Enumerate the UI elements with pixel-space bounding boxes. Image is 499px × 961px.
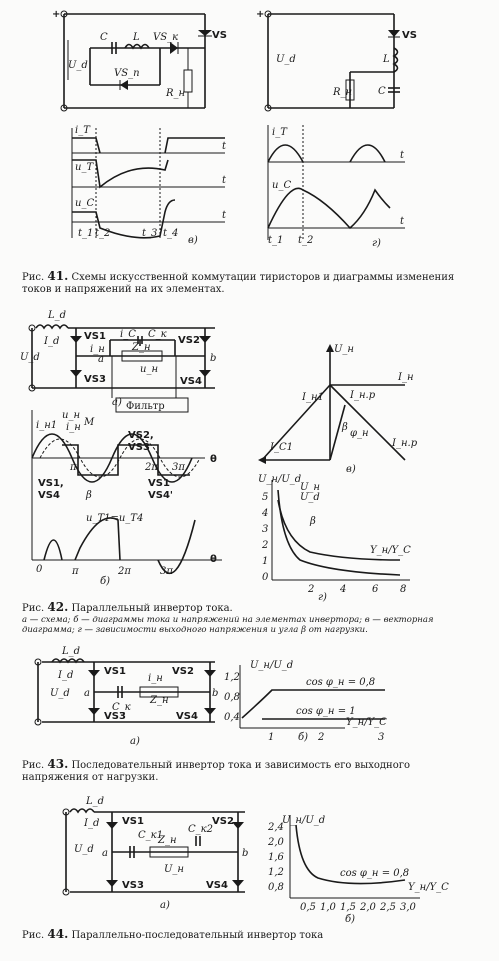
svg-text:U_d: U_d	[68, 60, 88, 71]
svg-text:cos φ_н = 0,8: cos φ_н = 0,8	[340, 868, 410, 879]
svg-text:R_н: R_н	[166, 88, 186, 99]
svg-text:Z_н: Z_н	[158, 835, 177, 846]
svg-text:VS2: VS2	[212, 816, 234, 827]
svg-text:VS4: VS4	[180, 376, 202, 387]
svg-text:Z_н: Z_н	[150, 695, 169, 706]
svg-text:π: π	[72, 566, 79, 577]
svg-text:C: C	[378, 86, 386, 97]
svg-text:β: β	[86, 490, 92, 501]
svg-text:1,2: 1,2	[268, 867, 284, 878]
svg-text:I_н.р: I_н.р	[350, 390, 376, 401]
caption-fig42-note: а — схема; б — диаграммы тока и напряжений на элементах инвертора; в — векторная диаграмма; г — зависимости выходного напряжения и угла β от нагрузки.	[22, 615, 434, 635]
svg-text:1,0: 1,0	[320, 902, 336, 913]
svg-text:U_d: U_d	[20, 352, 40, 363]
svg-text:C_к: C_к	[112, 702, 131, 713]
svg-text:5: 5	[262, 492, 269, 503]
svg-text:u_C: u_C	[272, 180, 292, 191]
svg-text:C_к1: C_к1	[138, 830, 163, 841]
svg-text:VS1: VS1	[122, 816, 144, 827]
svg-text:b: b	[212, 688, 219, 699]
svg-text:8: 8	[400, 584, 407, 595]
svg-text:i_C: i_C	[120, 329, 136, 340]
caption-fig44-text: Параллельно-последовательный инвертор тока	[68, 930, 324, 941]
svg-text:а): а)	[130, 736, 140, 747]
svg-text:I_н1: I_н1	[302, 392, 324, 403]
svg-text:1: 1	[262, 556, 269, 567]
svg-text:3,0: 3,0	[400, 902, 416, 913]
svg-text:VS1,: VS1,	[38, 478, 64, 489]
svg-text:1,6: 1,6	[268, 852, 284, 863]
svg-text:u_н: u_н	[140, 364, 159, 375]
svg-text:cos φ_н = 1: cos φ_н = 1	[296, 706, 356, 717]
svg-text:t_2: t_2	[95, 228, 111, 239]
svg-text:VS2,: VS2,	[128, 430, 154, 441]
svg-text:i_н: i_н	[66, 422, 81, 433]
svg-text:VS: VS	[402, 30, 417, 41]
svg-text:2π: 2π	[118, 566, 131, 577]
svg-text:VS_к: VS_к	[153, 32, 179, 43]
svg-text:б): б)	[100, 576, 111, 587]
fig43-graph-labels	[224, 660, 387, 743]
svg-text:t: t	[222, 175, 227, 186]
svg-text:L: L	[133, 32, 140, 43]
svg-text:θ: θ	[210, 554, 217, 565]
svg-text:г): г)	[318, 592, 327, 603]
svg-text:I_d: I_d	[44, 336, 60, 347]
svg-text:2: 2	[262, 540, 269, 551]
svg-text:L: L	[383, 54, 390, 65]
caption-fig43-number: 43.	[47, 757, 69, 771]
svg-text:U_d: U_d	[74, 844, 94, 855]
svg-text:β: β	[310, 516, 316, 527]
svg-text:в): в)	[346, 464, 356, 475]
fig44-graph	[290, 815, 420, 898]
svg-text:VS3: VS3	[128, 442, 150, 453]
svg-text:VS4: VS4	[38, 490, 60, 501]
svg-text:R_н: R_н	[333, 87, 353, 98]
svg-text:i_T: i_T	[272, 127, 287, 138]
svg-text:VS4: VS4	[206, 880, 228, 891]
svg-text:t_1: t_1	[268, 235, 284, 246]
fig42-graph-labels	[258, 474, 411, 603]
svg-text:VS3: VS3	[84, 374, 106, 385]
svg-text:3: 3	[378, 732, 385, 743]
svg-text:u_T1=u_T4: u_T1=u_T4	[86, 513, 144, 524]
fig44-scheme-labels	[74, 796, 248, 911]
svg-text:Y_н/Y_C: Y_н/Y_C	[370, 545, 411, 556]
svg-text:i_н: i_н	[148, 673, 163, 684]
svg-text:Y_н/Y_C: Y_н/Y_C	[346, 717, 387, 728]
svg-text:L_d: L_d	[86, 796, 105, 807]
svg-text:VS2: VS2	[178, 335, 200, 346]
svg-text:t: t	[400, 216, 405, 227]
svg-text:β: β	[342, 422, 348, 433]
svg-text:U_н: U_н	[164, 864, 185, 875]
svg-text:u_C: u_C	[75, 198, 95, 209]
svg-text:I_d: I_d	[84, 818, 100, 829]
svg-text:0,5: 0,5	[300, 902, 316, 913]
svg-text:M: M	[84, 417, 95, 428]
svg-text:a: a	[102, 848, 108, 859]
svg-text:π: π	[70, 462, 77, 473]
fig42-graph	[272, 480, 410, 580]
svg-text:t_2: t_2	[298, 235, 314, 246]
svg-text:Y_н/Y_C: Y_н/Y_C	[408, 882, 449, 893]
svg-text:1,2: 1,2	[224, 672, 240, 683]
svg-text:VS: VS	[212, 30, 227, 41]
svg-text:Z_н: Z_н	[132, 342, 151, 353]
svg-text:a: a	[98, 354, 104, 365]
svg-text:I_н: I_н	[398, 372, 414, 383]
caption-fig41-number: 41.	[47, 269, 69, 283]
svg-text:2,0: 2,0	[360, 902, 376, 913]
svg-text:t_1: t_1	[78, 228, 94, 239]
caption-fig42	[22, 601, 482, 635]
svg-text:+: +	[256, 9, 265, 20]
svg-text:4: 4	[262, 508, 269, 519]
caption-fig43	[22, 758, 462, 784]
svg-text:VS3: VS3	[122, 880, 144, 891]
svg-text:t: t	[400, 150, 405, 161]
svg-text:VS_п: VS_п	[114, 68, 140, 79]
svg-text:cos φ_н = 0,8: cos φ_н = 0,8	[306, 677, 376, 688]
svg-text:0: 0	[262, 572, 269, 583]
caption-fig42-prefix: Рис.	[22, 603, 45, 614]
svg-text:2: 2	[318, 732, 325, 743]
svg-text:+: +	[52, 9, 61, 20]
svg-text:t: t	[222, 210, 227, 221]
svg-text:3π: 3π	[160, 566, 173, 577]
svg-text:VS4: VS4	[176, 711, 198, 722]
svg-text:C_к2: C_к2	[188, 824, 213, 835]
svg-text:г): г)	[372, 238, 381, 249]
fig41-left-waves	[72, 128, 225, 240]
svg-text:θ: θ	[210, 454, 217, 465]
svg-text:Фильтр: Фильтр	[126, 401, 165, 412]
svg-text:b: b	[242, 848, 249, 859]
svg-text:2,4: 2,4	[268, 822, 284, 833]
svg-text:0,8: 0,8	[224, 692, 240, 703]
svg-text:VS3: VS3	[104, 711, 126, 722]
svg-text:0,4: 0,4	[224, 712, 240, 723]
svg-text:а): а)	[112, 397, 122, 408]
svg-text:C_к: C_к	[148, 329, 167, 340]
svg-text:1,5: 1,5	[340, 902, 356, 913]
svg-text:I_н.р: I_н.р	[392, 438, 418, 449]
svg-text:t_3: t_3	[142, 228, 158, 239]
svg-text:U_н: U_н	[334, 344, 355, 355]
svg-text:6: 6	[372, 584, 379, 595]
caption-fig41	[22, 270, 472, 296]
fig41-right-scheme-labels	[256, 9, 417, 98]
svg-text:3π: 3π	[172, 462, 185, 473]
caption-fig41-prefix: Рис.	[22, 272, 45, 283]
caption-fig41-text: Схемы искусственной коммутации тиристоров и диаграммы изменения токов и напряжений на их элементах.	[22, 272, 455, 295]
svg-text:б): б)	[298, 732, 309, 743]
svg-text:1: 1	[268, 732, 275, 743]
caption-fig44-prefix: Рис.	[22, 930, 45, 941]
svg-text:t: t	[222, 141, 227, 152]
svg-text:φ_н: φ_н	[350, 428, 369, 439]
svg-text:в): в)	[188, 235, 198, 246]
svg-text:а): а)	[160, 900, 170, 911]
svg-text:0,8: 0,8	[268, 882, 284, 893]
svg-text:a: a	[84, 688, 90, 699]
svg-text:i_T: i_T	[75, 125, 90, 136]
svg-text:0: 0	[36, 564, 43, 575]
svg-text:u_T: u_T	[75, 162, 94, 173]
caption-fig43-prefix: Рис.	[22, 760, 45, 771]
fig42-waves	[32, 410, 222, 573]
svg-text:C: C	[100, 32, 108, 43]
svg-text:L_d: L_d	[48, 310, 67, 321]
svg-text:U_н/U_d: U_н/U_d	[250, 660, 294, 671]
caption-fig42-number: 42.	[47, 600, 69, 614]
fig44-graph-labels	[267, 815, 449, 925]
svg-text:VS4': VS4'	[148, 490, 173, 501]
svg-text:б): б)	[345, 914, 356, 925]
svg-text:2π: 2π	[145, 462, 158, 473]
caption-fig42-text: Параллельный инвертор тока.	[68, 603, 233, 614]
svg-text:i_н: i_н	[90, 344, 105, 355]
svg-text:2,5: 2,5	[380, 902, 396, 913]
svg-text:2: 2	[308, 584, 315, 595]
svg-text:2,0: 2,0	[268, 837, 284, 848]
caption-fig44	[22, 928, 462, 942]
svg-text:U_d: U_d	[276, 54, 296, 65]
svg-text:U_d: U_d	[50, 688, 70, 699]
svg-text:4: 4	[340, 584, 347, 595]
svg-text:3: 3	[262, 524, 269, 535]
svg-text:U_d: U_d	[300, 492, 320, 503]
svg-text:u_н: u_н	[62, 410, 81, 421]
svg-text:I_d: I_d	[58, 670, 74, 681]
svg-text:VS2: VS2	[172, 666, 194, 677]
svg-text:i_н1: i_н1	[36, 420, 58, 431]
svg-text:U_н/U_d: U_н/U_d	[282, 815, 326, 826]
caption-fig43-text: Последовательный инвертор тока и зависимость его выходного напряжения от нагрузки.	[22, 760, 410, 783]
caption-fig44-number: 44.	[47, 927, 69, 941]
svg-text:U_н: U_н	[300, 482, 321, 493]
svg-text:I_C1: I_C1	[270, 442, 293, 453]
svg-text:VS1: VS1	[84, 331, 106, 342]
svg-text:U_н/U_d: U_н/U_d	[258, 474, 302, 485]
svg-text:b: b	[210, 353, 217, 364]
svg-text:L_d: L_d	[62, 646, 81, 657]
svg-text:VS1: VS1	[148, 478, 170, 489]
svg-text:VS1: VS1	[104, 666, 126, 677]
svg-text:t_4: t_4	[163, 228, 179, 239]
